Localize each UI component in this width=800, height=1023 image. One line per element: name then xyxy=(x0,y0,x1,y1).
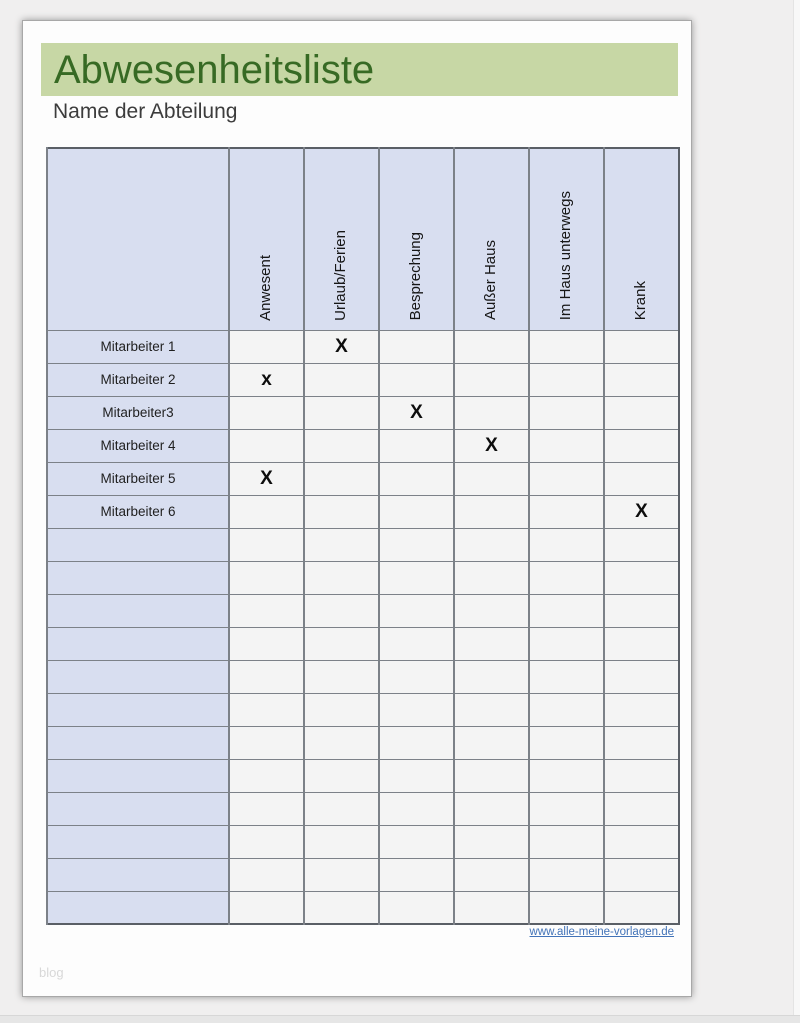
table-row xyxy=(47,627,679,660)
corner-cell xyxy=(47,148,229,330)
mark-cell xyxy=(379,363,454,396)
mark-cell xyxy=(529,759,604,792)
employee-name-cell: Mitarbeiter 4 xyxy=(47,429,229,462)
mark-cell xyxy=(379,495,454,528)
employee-name-cell: Mitarbeiter 5 xyxy=(47,462,229,495)
table-row xyxy=(47,726,679,759)
mark-cell xyxy=(379,858,454,891)
employee-name-cell xyxy=(47,561,229,594)
employee-name-cell: Mitarbeiter 2 xyxy=(47,363,229,396)
mark-cell xyxy=(454,594,529,627)
mark-cell xyxy=(304,594,379,627)
mark-cell xyxy=(304,429,379,462)
table-row xyxy=(47,462,679,495)
mark-cell xyxy=(529,594,604,627)
mark-cell xyxy=(604,561,679,594)
mark-cell xyxy=(529,726,604,759)
mark-cell xyxy=(529,363,604,396)
mark-cell xyxy=(304,693,379,726)
mark-cell xyxy=(229,627,304,660)
mark-cell xyxy=(229,495,304,528)
column-header-label: Krank xyxy=(632,281,650,321)
mark-cell xyxy=(529,627,604,660)
mark-cell xyxy=(454,825,529,858)
mark-cell xyxy=(229,561,304,594)
table-row xyxy=(47,363,679,396)
mark-cell xyxy=(229,825,304,858)
mark-cell: X xyxy=(229,462,304,495)
mark-cell xyxy=(229,396,304,429)
table-row xyxy=(47,429,679,462)
mark-cell xyxy=(454,495,529,528)
table-row xyxy=(47,693,679,726)
employee-name-cell: Mitarbeiter 1 xyxy=(47,330,229,363)
mark-cell xyxy=(304,891,379,924)
table-row xyxy=(47,594,679,627)
mark-cell xyxy=(604,792,679,825)
mark-cell xyxy=(454,363,529,396)
mark-cell xyxy=(454,627,529,660)
mark-cell xyxy=(604,627,679,660)
column-header xyxy=(604,148,679,330)
mark-cell xyxy=(529,429,604,462)
mark-cell xyxy=(304,726,379,759)
mark-cell: X xyxy=(379,396,454,429)
absence-table xyxy=(46,147,680,925)
mark-cell xyxy=(604,726,679,759)
mark-cell xyxy=(304,561,379,594)
watermark-text: blog xyxy=(39,965,64,980)
mark-cell xyxy=(604,660,679,693)
mark-cell xyxy=(229,594,304,627)
mark-cell xyxy=(379,594,454,627)
mark-cell xyxy=(604,858,679,891)
mark-cell xyxy=(529,693,604,726)
mark-cell xyxy=(304,660,379,693)
mark-cell xyxy=(229,726,304,759)
table-row xyxy=(47,891,679,924)
mark-cell: X xyxy=(604,495,679,528)
mark-cell xyxy=(604,528,679,561)
column-header-label: Urlaub/Ferien xyxy=(332,229,350,321)
mark-cell xyxy=(529,396,604,429)
employee-name-cell xyxy=(47,627,229,660)
mark-cell xyxy=(454,759,529,792)
table-row xyxy=(47,561,679,594)
table-row xyxy=(47,528,679,561)
column-header xyxy=(229,148,304,330)
mark-cell: X xyxy=(304,330,379,363)
right-edge xyxy=(793,0,800,1023)
mark-cell xyxy=(229,429,304,462)
mark-cell xyxy=(379,429,454,462)
mark-cell xyxy=(379,891,454,924)
mark-cell xyxy=(229,330,304,363)
table-row xyxy=(47,396,679,429)
mark-cell xyxy=(304,462,379,495)
mark-cell xyxy=(454,858,529,891)
mark-cell xyxy=(229,528,304,561)
column-header-label: Besprechung xyxy=(407,232,425,321)
mark-cell xyxy=(379,462,454,495)
employee-name-cell: Mitarbeiter3 xyxy=(47,396,229,429)
employee-name-cell xyxy=(47,792,229,825)
mark-cell xyxy=(379,792,454,825)
employee-name-cell xyxy=(47,891,229,924)
mark-cell xyxy=(304,363,379,396)
mark-cell xyxy=(529,891,604,924)
column-header xyxy=(304,148,379,330)
mark-cell xyxy=(604,693,679,726)
page-title: Abwesenheitsliste xyxy=(54,48,375,92)
mark-cell xyxy=(604,396,679,429)
bottom-edge xyxy=(0,1015,800,1023)
mark-cell xyxy=(529,792,604,825)
mark-cell xyxy=(304,396,379,429)
mark-cell xyxy=(379,693,454,726)
employee-name-cell: Mitarbeiter 6 xyxy=(47,495,229,528)
mark-cell xyxy=(454,660,529,693)
mark-cell xyxy=(304,528,379,561)
mark-cell xyxy=(529,825,604,858)
mark-cell xyxy=(529,561,604,594)
mark-cell xyxy=(529,858,604,891)
mark-cell xyxy=(454,528,529,561)
mark-cell xyxy=(304,759,379,792)
mark-cell: X xyxy=(454,429,529,462)
header-row xyxy=(47,148,679,330)
employee-name-cell xyxy=(47,825,229,858)
mark-cell xyxy=(304,627,379,660)
mark-cell xyxy=(604,330,679,363)
website-link[interactable]: www.alle-meine-vorlagen.de xyxy=(529,926,674,938)
mark-cell xyxy=(229,891,304,924)
mark-cell xyxy=(229,792,304,825)
mark-cell: x xyxy=(229,363,304,396)
mark-cell xyxy=(604,891,679,924)
mark-cell xyxy=(454,726,529,759)
mark-cell xyxy=(604,594,679,627)
mark-cell xyxy=(604,462,679,495)
mark-cell xyxy=(304,825,379,858)
document-page xyxy=(22,20,692,997)
mark-cell xyxy=(454,561,529,594)
mark-cell xyxy=(379,759,454,792)
employee-name-cell xyxy=(47,693,229,726)
mark-cell xyxy=(379,561,454,594)
employee-name-cell xyxy=(47,759,229,792)
employee-name-cell xyxy=(47,858,229,891)
column-header xyxy=(454,148,529,330)
mark-cell xyxy=(604,759,679,792)
mark-cell xyxy=(304,792,379,825)
table-container xyxy=(46,147,680,925)
mark-cell xyxy=(454,396,529,429)
page-subtitle: Name der Abteilung xyxy=(53,100,238,123)
mark-cell xyxy=(379,330,454,363)
mark-cell xyxy=(604,363,679,396)
column-header-label: Anwesent xyxy=(257,254,275,321)
mark-cell xyxy=(379,528,454,561)
table-row xyxy=(47,759,679,792)
column-header-label: Im Haus unterwegs xyxy=(557,191,575,321)
employee-name-cell xyxy=(47,660,229,693)
mark-cell xyxy=(529,462,604,495)
mark-cell xyxy=(529,660,604,693)
mark-cell xyxy=(529,528,604,561)
title-banner xyxy=(41,43,678,96)
column-header-label: Außer Haus xyxy=(482,240,500,321)
table-row xyxy=(47,825,679,858)
mark-cell xyxy=(529,495,604,528)
table-row xyxy=(47,660,679,693)
table-row xyxy=(47,792,679,825)
mark-cell xyxy=(229,858,304,891)
mark-cell xyxy=(454,891,529,924)
employee-name-cell xyxy=(47,726,229,759)
employee-name-cell xyxy=(47,528,229,561)
mark-cell xyxy=(454,330,529,363)
mark-cell xyxy=(304,495,379,528)
mark-cell xyxy=(454,462,529,495)
mark-cell xyxy=(229,759,304,792)
mark-cell xyxy=(604,429,679,462)
mark-cell xyxy=(304,858,379,891)
table-row xyxy=(47,858,679,891)
column-header xyxy=(529,148,604,330)
mark-cell xyxy=(229,660,304,693)
mark-cell xyxy=(604,825,679,858)
mark-cell xyxy=(379,726,454,759)
mark-cell xyxy=(454,693,529,726)
column-header xyxy=(379,148,454,330)
table-body xyxy=(47,330,679,924)
mark-cell xyxy=(454,792,529,825)
table-row xyxy=(47,330,679,363)
mark-cell xyxy=(379,627,454,660)
employee-name-cell xyxy=(47,594,229,627)
mark-cell xyxy=(379,660,454,693)
mark-cell xyxy=(529,330,604,363)
mark-cell xyxy=(229,693,304,726)
table-row xyxy=(47,495,679,528)
mark-cell xyxy=(379,825,454,858)
